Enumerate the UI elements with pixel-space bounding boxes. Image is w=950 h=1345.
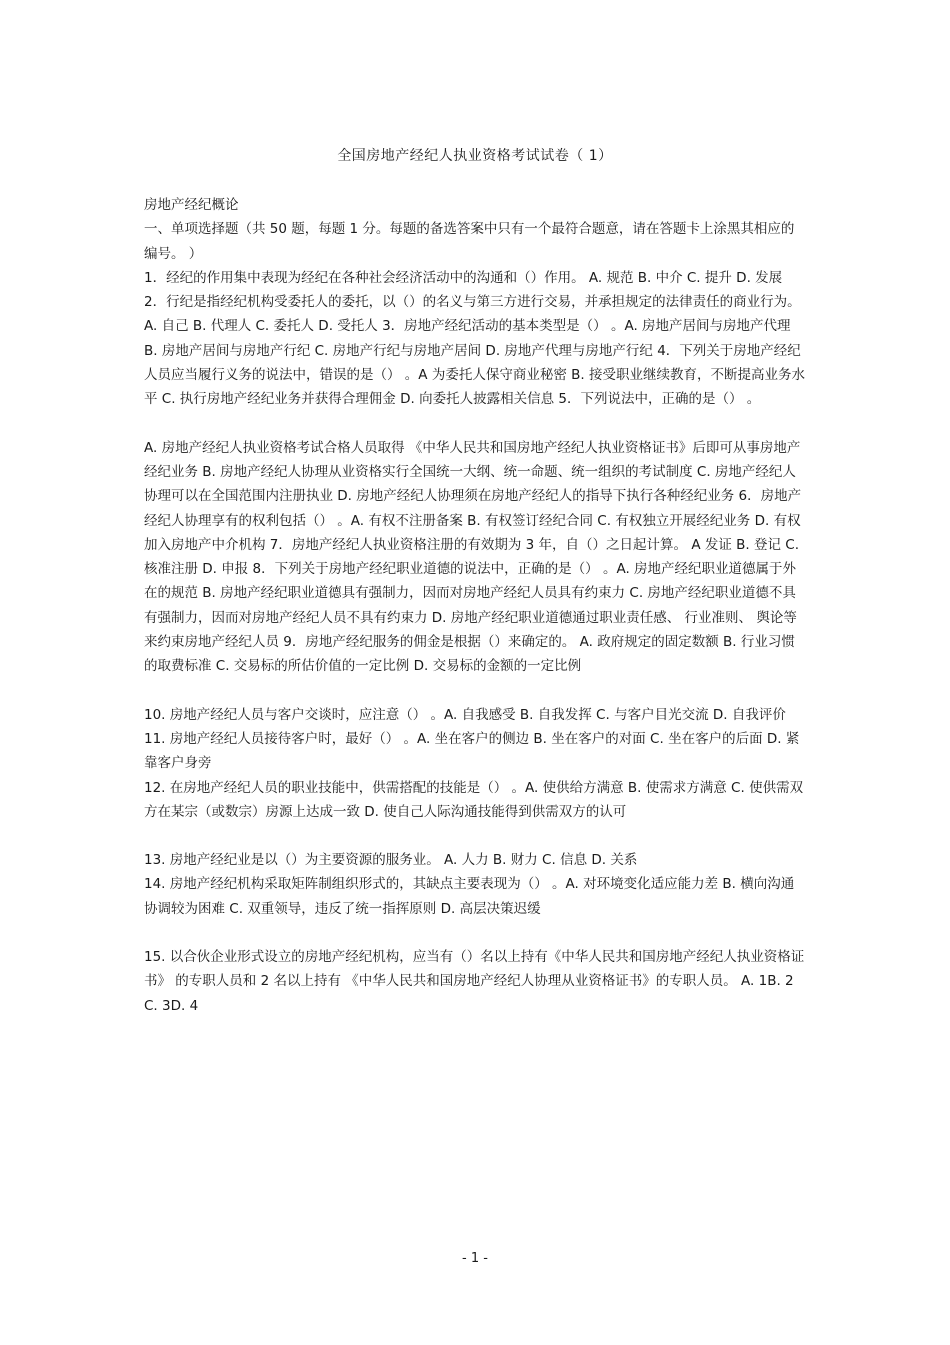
question-block-10-12: 10. 房地产经纪人员与客户交谈时，应注意（） 。A. 自我感受 B. 自我发挥 C. 与客户目光交流 D. 自我评价 11. 房地产经纪人员接待客户时，最好（） 。A. 坐在客户的侧边 B. 坐在客户的对面 C. 坐在客户的后面 D. 紧靠客户身旁 12. 在房地产经纪人员的职业技能中，供需搭配的技能是（） 。A. 使供给方满意 B. 使需求方满意 C. 使供需双方在某宗（或数宗）房源上达成一致 D. 使自己人际沟通技能得到供需双方的认可	[144, 706, 804, 820]
instruction-text: 一、单项选择题（共 50 题，每题 1 分。每题的备选答案中只有一个最符合题意，请在答题卡上涂黑其相应的编号。 ）	[144, 221, 795, 262]
page-number: - 1 -	[462, 1251, 488, 1266]
question-block-1-5: 1．经纪的作用集中表现为经纪在各种社会经济活动中的沟通和（）作用。 A. 规范 B. 中介 C. 提升 D. 发展 2．行纪是指经纪机构受委托人的委托，以（）的名义与第三方进行交易，并承担规定的法律责任的商业行为。 A. 自己 B. 代理人 C. 委托人 D. 受托人 3．房地产经纪活动的基本类型是（） 。A. 房地产居间与房地产代理 B. 房地产居间与房地产行纪 C. 房地产行纪与房地产居间 D. 房地产代理与房地产行纪 4．下列关于房地产经纪人员应当履行义务的说法中，错误的是（） 。A 为委托人保守商业秘密 B. 接受职业继续教育，不断提高业务水平 C. 执行房地产经纪业务并获得合理佣金 D. 向委托人披露相关信息 5．下列说法中，正确的是（） 。	[144, 269, 805, 408]
spacer	[144, 679, 806, 703]
question-block-5-9: A. 房地产经纪人执业资格考试合格人员取得 《中华人民共和国房地产经纪人执业资格证书》后即可从事房地产经纪业务 B. 房地产经纪人协理从业资格实行全国统一大纲、统一命题、统一组织的考试制度 C. 房地产经纪人协理可以在全国范围内注册执业 D. 房地产经纪人协理须在房地产经纪人的指导下执行各种经纪业务 6．房地产经纪人协理享有的权利包括（） 。A. 有权不注册备案 B. 有权签订经纪合同 C. 有权独立开展经纪业务 D. 有权加入房地产中介机构 7．房地产经纪人执业资格注册的有效期为 3 年，自（）之日起计算。 A 发证 B. 登记 C. 核准注册 D. 申报 8．下列关于房地产经纪职业道德的说法中，正确的是（） 。A. 房地产经纪职业道德属于外在的规范 B. 房地产经纪职业道德具有强制力，因而对房地产经纪人员具有约束力 C. 房地产经纪职业道德不具有强制力，因而对房地产经纪人员不具有约束力 D. 房地产经纪职业道德通过职业责任感、 行业准则、 舆论等来约束房地产经纪人员 9．房地产经纪服务的佣金是根据（）来确定的。 A. 政府规定的固定数额 B. 行业习惯的取费标准 C. 交易标的所估价值的一定比例 D. 交易标的金额的一定比例	[144, 439, 804, 675]
spacer	[144, 824, 806, 848]
question-block-13-14: 13. 房地产经纪业是以（）为主要资源的服务业。 A. 人力 B. 财力 C. 信息 D. 关系 14. 房地产经纪机构采取矩阵制组织形式的，其缺点主要表现为（） 。A. 对环境变化适应能力差 B. 横向沟通协调较为困难 C. 双重领导，违反了统一指挥原则 D. 高层决策迟缓	[144, 852, 795, 917]
question-block-15: 15. 以合伙企业形式设立的房地产经纪机构，应当有（）名以上持有《中华人民共和国房地产经纪人执业资格证书》 的专职人员和 2 名以上持有 《中华人民共和国房地产经纪人协理从业资格证书》的专职人员。 A. 1B. 2C. 3D. 4	[144, 949, 805, 1014]
section-heading: 房地产经纪概论	[144, 197, 239, 213]
document-body	[144, 193, 806, 1018]
document-title: 全国房地产经纪人执业资格考试试卷（ 1）	[337, 148, 613, 164]
spacer	[144, 412, 806, 436]
spacer	[144, 921, 806, 945]
